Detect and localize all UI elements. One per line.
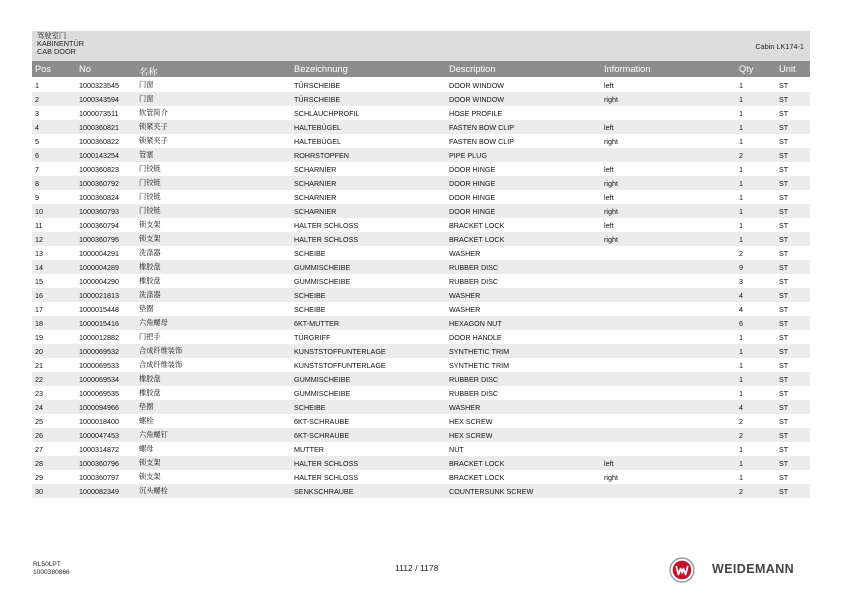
bezeichnung-cell: SCHEIBE — [291, 400, 446, 414]
information-cell: right — [604, 472, 618, 482]
information-cell — [601, 484, 736, 498]
description-cell: DOOR HINGE — [446, 176, 601, 190]
qty-cell: 1 — [739, 192, 743, 202]
bezeichnung-cell: SCHARNIER — [294, 164, 337, 174]
unit-cell: ST — [776, 232, 810, 246]
unit-cell: ST — [776, 372, 810, 386]
pos-cell: 28 — [32, 456, 76, 470]
part-number-cell: 1000073511 — [79, 108, 119, 118]
qty-cell: 4 — [736, 288, 776, 302]
bezeichnung-cell: SENKSCHRAUBE — [291, 484, 446, 498]
qty-cell: 1 — [736, 372, 776, 386]
pos-cell: 13 — [35, 248, 43, 258]
part-number-cell: 1000360794 — [79, 220, 119, 230]
name-cn-cell: 橡胶盘 — [136, 372, 291, 386]
part-number-cell: 1000360792 — [76, 176, 136, 190]
description-cell: FASTEN BOW CLIP — [449, 136, 515, 146]
pos-cell: 17 — [35, 304, 43, 314]
qty-cell: 1 — [739, 164, 743, 174]
information-cell — [601, 330, 736, 344]
bezeichnung-cell: GUMMISCHEIBE — [291, 372, 446, 386]
name-cn-cell: 锁紧夹子 — [139, 136, 168, 145]
qty-cell: 1 — [739, 220, 743, 230]
part-number-cell: 1000047453 — [76, 428, 136, 442]
table-row — [32, 190, 810, 204]
part-number-cell: 1000360793 — [76, 204, 136, 218]
name-cn-cell: 垫圈 — [136, 400, 291, 414]
description-cell: HOSE PROFILE — [449, 108, 503, 118]
information-cell — [601, 428, 736, 442]
description-cell: PIPE PLUG — [446, 148, 601, 162]
footer-doc-info — [33, 561, 70, 577]
pos-cell: 2 — [32, 92, 76, 106]
information-cell: left — [604, 192, 614, 202]
information-cell — [601, 358, 736, 372]
name-cn-cell: 垫圈 — [139, 304, 154, 313]
pos-cell: 18 — [32, 316, 76, 330]
unit-cell: ST — [776, 456, 810, 470]
name-cn-cell: 橡胶盘 — [139, 276, 161, 285]
name-cn-cell: 橡胶盘 — [136, 260, 291, 274]
unit-cell: ST — [779, 220, 789, 230]
title-de: KABINENTÜR — [37, 39, 85, 48]
information-cell — [601, 260, 736, 274]
pos-cell: 10 — [32, 204, 76, 218]
table-row — [32, 288, 810, 302]
description-cell: WASHER — [449, 248, 481, 258]
bezeichnung-cell: 6KT-SCHRAUBE — [291, 428, 446, 442]
unit-cell: ST — [779, 444, 789, 454]
part-number-cell: 1000360824 — [79, 192, 119, 202]
description-cell: DOOR HINGE — [449, 192, 496, 202]
bezeichnung-cell: SCHARNIER — [294, 192, 337, 202]
part-number-cell: 1000360822 — [79, 136, 119, 146]
table-row — [32, 204, 810, 218]
pos-cell: 3 — [35, 108, 39, 118]
table-row — [32, 162, 810, 176]
part-number-cell: 1000069532 — [76, 344, 136, 358]
information-cell — [601, 442, 736, 456]
qty-cell: 1 — [739, 444, 743, 454]
information-cell: right — [601, 176, 736, 190]
unit-cell: ST — [776, 260, 810, 274]
footer-model: RL50LPT — [33, 561, 61, 568]
bezeichnung-cell: HALTER SCHLOSS — [294, 220, 359, 230]
pos-cell: 1 — [35, 80, 39, 90]
bezeichnung-cell: TÜRSCHEIBE — [294, 80, 341, 90]
name-cn-cell: 门铰链 — [136, 176, 291, 190]
column-header-bar — [32, 61, 810, 77]
pos-cell: 16 — [32, 288, 76, 302]
name-cn-cell: 六角螺钉 — [136, 428, 291, 442]
bezeichnung-cell: ROHRSTOPFEN — [291, 148, 446, 162]
unit-cell: ST — [779, 360, 789, 370]
description-cell: NUT — [449, 444, 464, 454]
pos-cell: 4 — [32, 120, 76, 134]
name-cn-cell: 门铰链 — [139, 192, 161, 201]
pos-cell: 21 — [35, 360, 43, 370]
pos-cell: 24 — [32, 400, 76, 414]
part-number-cell: 1000314872 — [79, 444, 119, 454]
part-number-cell: 1000004289 — [76, 260, 136, 274]
part-number-cell: 1000360823 — [79, 164, 119, 174]
description-cell: FASTEN BOW CLIP — [446, 120, 601, 134]
unit-cell: ST — [779, 192, 789, 202]
page-number: 1112 / 1178 — [395, 563, 439, 573]
qty-cell: 2 — [736, 148, 776, 162]
qty-cell: 6 — [736, 316, 776, 330]
part-number-cell: 1000018400 — [79, 416, 119, 426]
name-cn-cell: 门窗 — [139, 80, 154, 89]
part-number-cell: 1000021813 — [76, 288, 136, 302]
name-cn-cell: 锁支架 — [139, 472, 161, 481]
description-cell: HEXAGON NUT — [446, 316, 601, 330]
qty-cell: 1 — [739, 472, 743, 482]
description-cell: RUBBER DISC — [446, 260, 601, 274]
name-cn-cell: 门铰链 — [136, 204, 291, 218]
pos-cell: 5 — [35, 136, 39, 146]
information-cell: right — [601, 92, 736, 106]
bezeichnung-cell: SCHEIBE — [294, 248, 326, 258]
information-cell: left — [604, 164, 614, 174]
qty-cell: 1 — [739, 80, 743, 90]
information-cell: right — [601, 232, 736, 246]
unit-cell: ST — [776, 400, 810, 414]
parts-table-body — [32, 78, 810, 498]
bezeichnung-cell: MUTTER — [294, 444, 324, 454]
name-cn-cell: 洗涤器 — [136, 288, 291, 302]
unit-cell: ST — [779, 472, 789, 482]
table-row — [32, 400, 810, 414]
part-number-cell: 1000360796 — [76, 456, 136, 470]
table-row — [32, 134, 810, 148]
bezeichnung-cell: KUNSTSTOFFUNTERLAGE — [294, 360, 386, 370]
table-row — [32, 470, 810, 484]
information-cell — [601, 372, 736, 386]
part-number-cell: 1000015416 — [76, 316, 136, 330]
table-row — [32, 106, 810, 120]
information-cell — [601, 316, 736, 330]
unit-cell: ST — [779, 108, 789, 118]
unit-cell: ST — [779, 416, 789, 426]
pos-cell: 12 — [32, 232, 76, 246]
qty-cell: 1 — [736, 204, 776, 218]
information-cell — [601, 288, 736, 302]
qty-cell: 1 — [736, 232, 776, 246]
name-cn-cell: 螺栓 — [139, 416, 154, 425]
table-row — [32, 274, 810, 288]
bezeichnung-cell: HALTER SCHLOSS — [291, 232, 446, 246]
qty-cell: 1 — [736, 176, 776, 190]
title-en: CAB DOOR — [37, 47, 76, 56]
name-cn-cell: 洗涤器 — [139, 248, 161, 257]
description-cell: DOOR HINGE — [446, 204, 601, 218]
unit-cell: ST — [776, 92, 810, 106]
name-cn-cell: 锁支架 — [139, 220, 161, 229]
part-number-cell: 1000069534 — [76, 372, 136, 386]
name-cn-cell: 软管简介 — [139, 108, 168, 117]
unit-cell: ST — [776, 204, 810, 218]
pos-cell: 25 — [35, 416, 43, 426]
table-row — [32, 176, 810, 190]
table-row — [32, 386, 810, 400]
qty-cell: 1 — [739, 136, 743, 146]
qty-cell: 3 — [739, 276, 743, 286]
description-cell: BRACKET LOCK — [446, 456, 601, 470]
pos-cell: 30 — [32, 484, 76, 498]
part-number-cell: 1000015448 — [79, 304, 119, 314]
col-no: No — [79, 64, 91, 74]
bezeichnung-cell: HALTEBÜGEL — [291, 120, 446, 134]
part-number-cell: 1000094966 — [76, 400, 136, 414]
qty-cell: 1 — [736, 456, 776, 470]
table-row — [32, 120, 810, 134]
part-number-cell: 1000360795 — [76, 232, 136, 246]
description-cell: SYNTHETIC TRIM — [446, 344, 601, 358]
bezeichnung-cell: 6KT-SCHRAUBE — [294, 416, 350, 426]
col-name-cn: 名称 — [139, 67, 158, 77]
pos-cell: 15 — [35, 276, 43, 286]
description-cell: BRACKET LOCK — [449, 220, 505, 230]
part-number-cell: 1000143254 — [76, 148, 136, 162]
table-row — [32, 372, 810, 386]
pos-cell: 8 — [32, 176, 76, 190]
information-cell: right — [601, 204, 736, 218]
part-number-cell: 1000343594 — [76, 92, 136, 106]
footer-doc-number: 1000380866 — [33, 569, 70, 576]
col-information: Information — [604, 64, 651, 74]
part-number-cell: 1000069533 — [79, 360, 119, 370]
part-number-cell: 1000323545 — [79, 80, 119, 90]
information-cell: left — [604, 220, 614, 230]
section-label: Cabin LK174-1 — [755, 42, 804, 51]
description-cell: DOOR WINDOW — [449, 80, 505, 90]
title-cn: 驾驶室门 — [37, 31, 67, 40]
name-cn-cell: 橡胶盘 — [139, 388, 161, 397]
pos-cell: 14 — [32, 260, 76, 274]
name-cn-cell: 合成纤维装饰 — [139, 360, 183, 369]
bezeichnung-cell: 6KT-MUTTER — [291, 316, 446, 330]
table-row — [32, 316, 810, 330]
information-cell — [601, 274, 736, 288]
name-cn-cell: 六角螺母 — [136, 316, 291, 330]
name-cn-cell: 锁紧夹子 — [136, 120, 291, 134]
col-pos: Pos — [35, 64, 52, 74]
pos-cell: 27 — [35, 444, 43, 454]
description-cell: COUNTERSUNK SCREW — [446, 484, 601, 498]
page-header — [32, 31, 810, 61]
description-cell: RUBBER DISC — [446, 372, 601, 386]
name-cn-cell: 门铰链 — [139, 164, 161, 173]
table-row — [32, 330, 810, 344]
pos-cell: 19 — [35, 332, 43, 342]
information-cell — [601, 344, 736, 358]
qty-cell: 2 — [739, 416, 743, 426]
description-cell: RUBBER DISC — [449, 388, 499, 398]
name-cn-cell: 锁支架 — [136, 232, 291, 246]
name-cn-cell: 沉头螺栓 — [136, 484, 291, 498]
pos-cell: 20 — [32, 344, 76, 358]
table-row — [32, 428, 810, 442]
unit-cell: ST — [776, 288, 810, 302]
part-number-cell: 1000360821 — [76, 120, 136, 134]
information-cell: left — [604, 80, 614, 90]
bezeichnung-cell: SCHEIBE — [294, 304, 326, 314]
table-row — [32, 442, 810, 456]
qty-cell: 1 — [736, 120, 776, 134]
description-cell: DOOR WINDOW — [446, 92, 601, 106]
col-description: Description — [449, 64, 496, 74]
description-cell: HEX SCREW — [446, 428, 601, 442]
bezeichnung-cell: HALTER SCHLOSS — [294, 472, 359, 482]
table-row — [32, 148, 810, 162]
description-cell: BRACKET LOCK — [446, 232, 601, 246]
bezeichnung-cell: SCHARNIER — [291, 176, 446, 190]
unit-cell: ST — [779, 136, 789, 146]
brand-name: WEIDEMANN — [712, 562, 795, 576]
description-cell: DOOR HINGE — [449, 164, 496, 174]
description-cell: BRACKET LOCK — [449, 472, 505, 482]
unit-cell: ST — [776, 344, 810, 358]
unit-cell: ST — [779, 388, 789, 398]
table-row — [32, 358, 810, 372]
unit-cell: ST — [776, 120, 810, 134]
information-cell: left — [601, 456, 736, 470]
unit-cell: ST — [779, 332, 789, 342]
table-row — [32, 78, 810, 92]
name-cn-cell: 锁支架 — [136, 456, 291, 470]
name-cn-cell: 管塞 — [136, 148, 291, 162]
pos-cell: 9 — [35, 192, 39, 202]
unit-cell: ST — [776, 316, 810, 330]
table-row — [32, 260, 810, 274]
information-cell: right — [604, 136, 618, 146]
part-number-cell: 1000082349 — [76, 484, 136, 498]
table-row — [32, 344, 810, 358]
part-number-cell: 1000004291 — [79, 248, 119, 258]
information-cell — [601, 400, 736, 414]
qty-cell: 1 — [739, 108, 743, 118]
bezeichnung-cell: HALTEBÜGEL — [294, 136, 341, 146]
information-cell — [601, 148, 736, 162]
bezeichnung-cell: SCHARNIER — [291, 204, 446, 218]
part-number-cell: 1000004290 — [79, 276, 119, 286]
unit-cell: ST — [776, 428, 810, 442]
col-qty: Qty — [739, 64, 754, 74]
unit-cell: ST — [779, 164, 789, 174]
col-bezeichnung: Bezeichnung — [294, 64, 348, 74]
bezeichnung-cell: SCHEIBE — [291, 288, 446, 302]
information-cell — [601, 302, 736, 316]
information-cell — [601, 414, 736, 428]
bezeichnung-cell: KUNSTSTOFFUNTERLAGE — [291, 344, 446, 358]
name-cn-cell: 螺母 — [139, 444, 154, 453]
weidemann-logo-icon — [669, 557, 695, 583]
name-cn-cell: 门窗 — [136, 92, 291, 106]
description-cell: WASHER — [446, 288, 601, 302]
bezeichnung-cell: TÜRGRIFF — [294, 332, 331, 342]
qty-cell: 9 — [736, 260, 776, 274]
table-row — [32, 92, 810, 106]
unit-cell: ST — [776, 148, 810, 162]
qty-cell: 1 — [739, 332, 743, 342]
qty-cell: 4 — [736, 400, 776, 414]
table-row — [32, 246, 810, 260]
unit-cell: ST — [779, 304, 789, 314]
description-cell: SYNTHETIC TRIM — [449, 360, 510, 370]
table-row — [32, 302, 810, 316]
description-cell: WASHER — [446, 400, 601, 414]
bezeichnung-cell: TÜRSCHEIBE — [291, 92, 446, 106]
bezeichnung-cell: GUMMISCHEIBE — [294, 276, 351, 286]
qty-cell: 1 — [736, 92, 776, 106]
pos-cell: 7 — [35, 164, 39, 174]
qty-cell: 2 — [736, 428, 776, 442]
information-cell — [601, 386, 736, 400]
qty-cell: 2 — [739, 248, 743, 258]
table-row — [32, 484, 810, 498]
name-cn-cell: 合成纤维装饰 — [136, 344, 291, 358]
table-row — [32, 218, 810, 232]
qty-cell: 2 — [736, 484, 776, 498]
unit-cell: ST — [776, 484, 810, 498]
information-cell: left — [601, 120, 736, 134]
description-cell: DOOR HANDLE — [449, 332, 502, 342]
name-cn-cell: 门把手 — [139, 332, 161, 341]
unit-cell: ST — [779, 248, 789, 258]
bezeichnung-cell: GUMMISCHEIBE — [291, 260, 446, 274]
table-row — [32, 232, 810, 246]
unit-cell: ST — [779, 276, 789, 286]
bezeichnung-cell: GUMMISCHEIBE — [294, 388, 351, 398]
description-cell: RUBBER DISC — [449, 276, 499, 286]
unit-cell: ST — [779, 80, 789, 90]
pos-cell: 26 — [32, 428, 76, 442]
table-row — [32, 414, 810, 428]
pos-cell: 29 — [35, 472, 43, 482]
description-cell: HEX SCREW — [449, 416, 493, 426]
table-row — [32, 456, 810, 470]
qty-cell: 4 — [739, 304, 743, 314]
qty-cell: 1 — [739, 360, 743, 370]
part-number-cell: 1000012882 — [79, 332, 119, 342]
unit-cell: ST — [776, 176, 810, 190]
pos-cell: 6 — [32, 148, 76, 162]
pos-cell: 11 — [35, 220, 43, 230]
information-cell — [601, 246, 736, 260]
parts-table — [32, 78, 810, 498]
bezeichnung-cell: SCHLAUCHPROFIL — [294, 108, 360, 118]
bezeichnung-cell: HALTER SCHLOSS — [291, 456, 446, 470]
qty-cell: 1 — [736, 344, 776, 358]
part-number-cell: 1000360797 — [79, 472, 119, 482]
qty-cell: 1 — [739, 388, 743, 398]
pos-cell: 23 — [35, 388, 43, 398]
col-unit: Unit — [779, 64, 796, 74]
part-number-cell: 1000069535 — [79, 388, 119, 398]
information-cell — [601, 106, 736, 120]
description-cell: WASHER — [449, 304, 481, 314]
pos-cell: 22 — [32, 372, 76, 386]
